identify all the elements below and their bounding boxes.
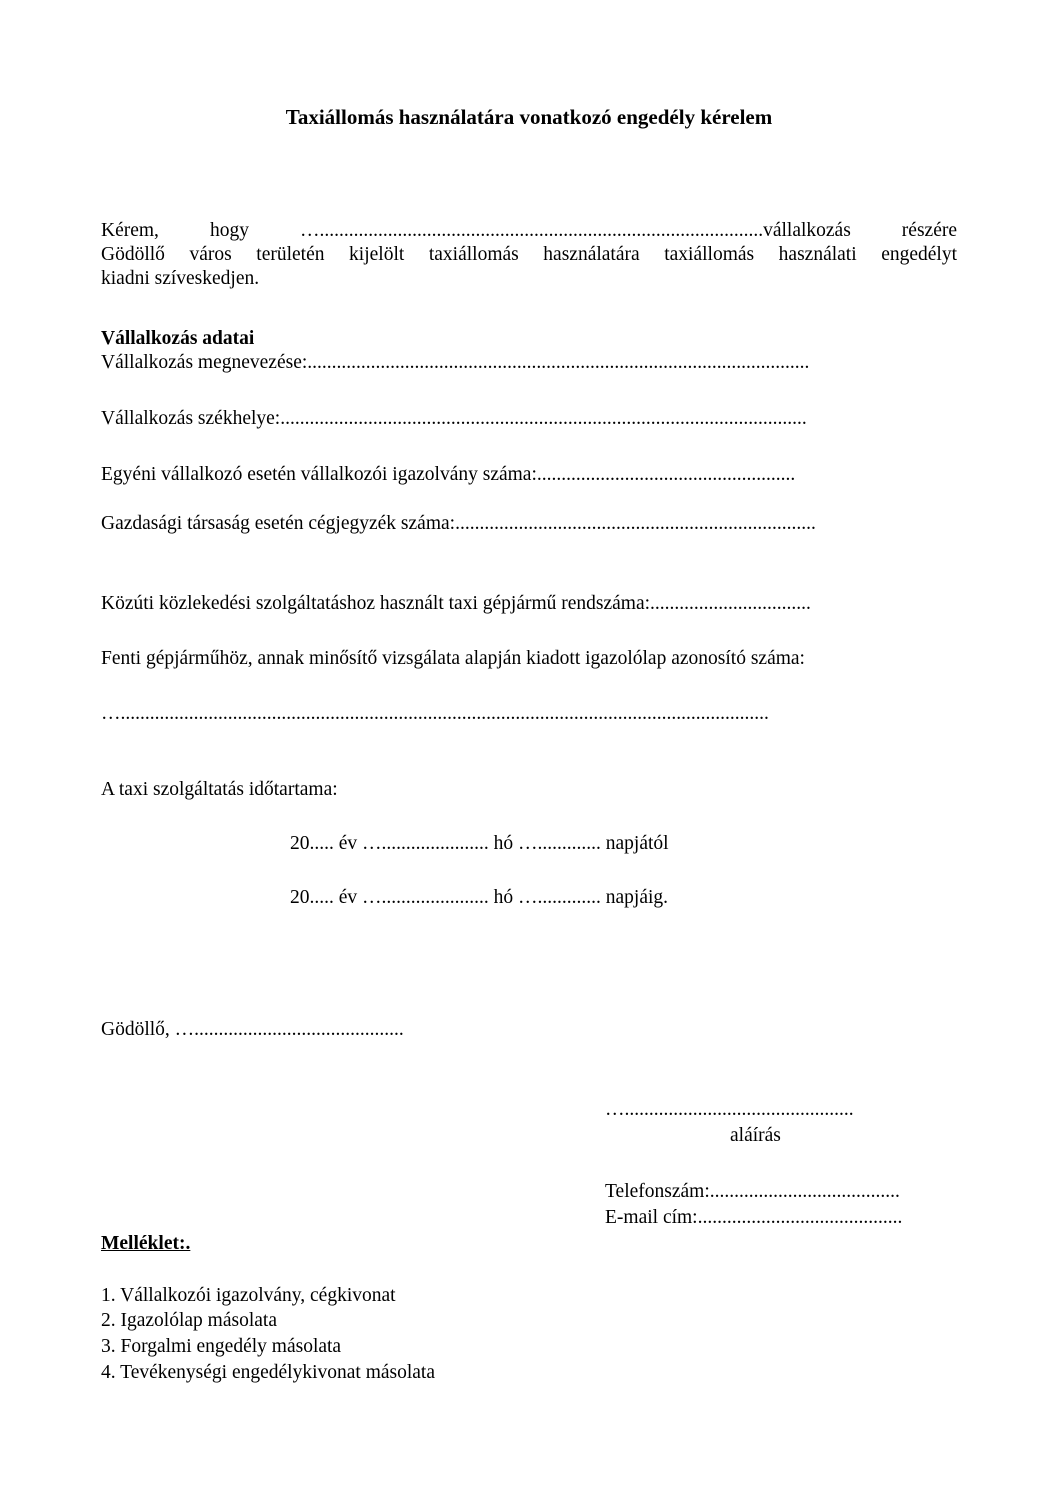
field-label: Vállalkozás megnevezése: <box>101 352 308 373</box>
field-blank[interactable]: ............................................................................................................ <box>280 408 807 429</box>
intro-paragraph <box>101 219 957 291</box>
attachment-item: 1. Vállalkozói igazolvány, cégkivonat <box>101 1285 396 1306</box>
duration-label: A taxi szolgáltatás időtartama: <box>101 779 338 800</box>
company-registry-field[interactable] <box>101 512 816 536</box>
duration-to[interactable]: 20..... év …...................... hó …............. napjáig. <box>290 887 669 908</box>
place-date[interactable]: Gödöllő, …........................................... <box>101 1019 404 1040</box>
attachment-item: 2. Igazolólap másolata <box>101 1310 277 1331</box>
signature-label: aláírás <box>730 1125 781 1146</box>
email-field[interactable]: E-mail cím:.......................................... <box>605 1207 903 1228</box>
certificate-label: Fenti gépjárműhöz, annak minősítő vizsgálata alapján kiadott igazolólap azonosító száma: <box>101 648 805 669</box>
document-title: Taxiállomás használatára vonatkozó engedély kérelem <box>285 105 773 129</box>
field-label: Vállalkozás székhelye: <box>101 408 281 429</box>
field-label: Egyéni vállalkozó esetén vállalkozói igazolvány száma: <box>101 464 537 485</box>
intro-line-3: kiadni szíveskedjen. <box>101 268 260 289</box>
company-seat-field[interactable] <box>101 407 807 431</box>
signature-blank[interactable]: …............................................... <box>605 1099 854 1120</box>
duration-from[interactable]: 20..... év …...................... hó …............. napjától <box>290 833 669 854</box>
attachment-item: 3. Forgalmi engedély másolata <box>101 1336 342 1357</box>
field-label: Közúti közlekedési szolgáltatáshoz használt taxi gépjármű rendszáma: <box>101 593 651 614</box>
company-section-heading: Vállalkozás adatai <box>101 328 255 349</box>
attachments-heading: Melléklet:. <box>101 1233 191 1254</box>
field-blank[interactable]: ................................. <box>650 593 811 614</box>
phone-field[interactable]: Telefonszám:....................................... <box>605 1181 900 1202</box>
field-label: Gazdasági társaság esetén cégjegyzék száma: <box>101 513 456 534</box>
vehicle-plate-field[interactable] <box>101 592 811 616</box>
entrepreneur-id-field[interactable] <box>101 463 795 487</box>
field-blank[interactable]: ..................................................... <box>536 464 796 485</box>
attachment-item: 4. Tevékenységi engedélykivonat másolata <box>101 1362 436 1383</box>
field-blank[interactable]: ....................................................................................................... <box>307 352 810 373</box>
intro-line-2: Gödöllő város területén kijelölt taxiállomás használatára taxiállomás használati engedélyt <box>101 244 957 265</box>
field-blank[interactable]: .......................................................................... <box>455 513 816 534</box>
company-name-field[interactable] <box>101 351 809 375</box>
certificate-blank[interactable]: …..................................................................................................................................... <box>101 703 769 724</box>
intro-line-1: Kérem, hogy …...........................................................................................vállalkozás részére <box>101 220 957 241</box>
